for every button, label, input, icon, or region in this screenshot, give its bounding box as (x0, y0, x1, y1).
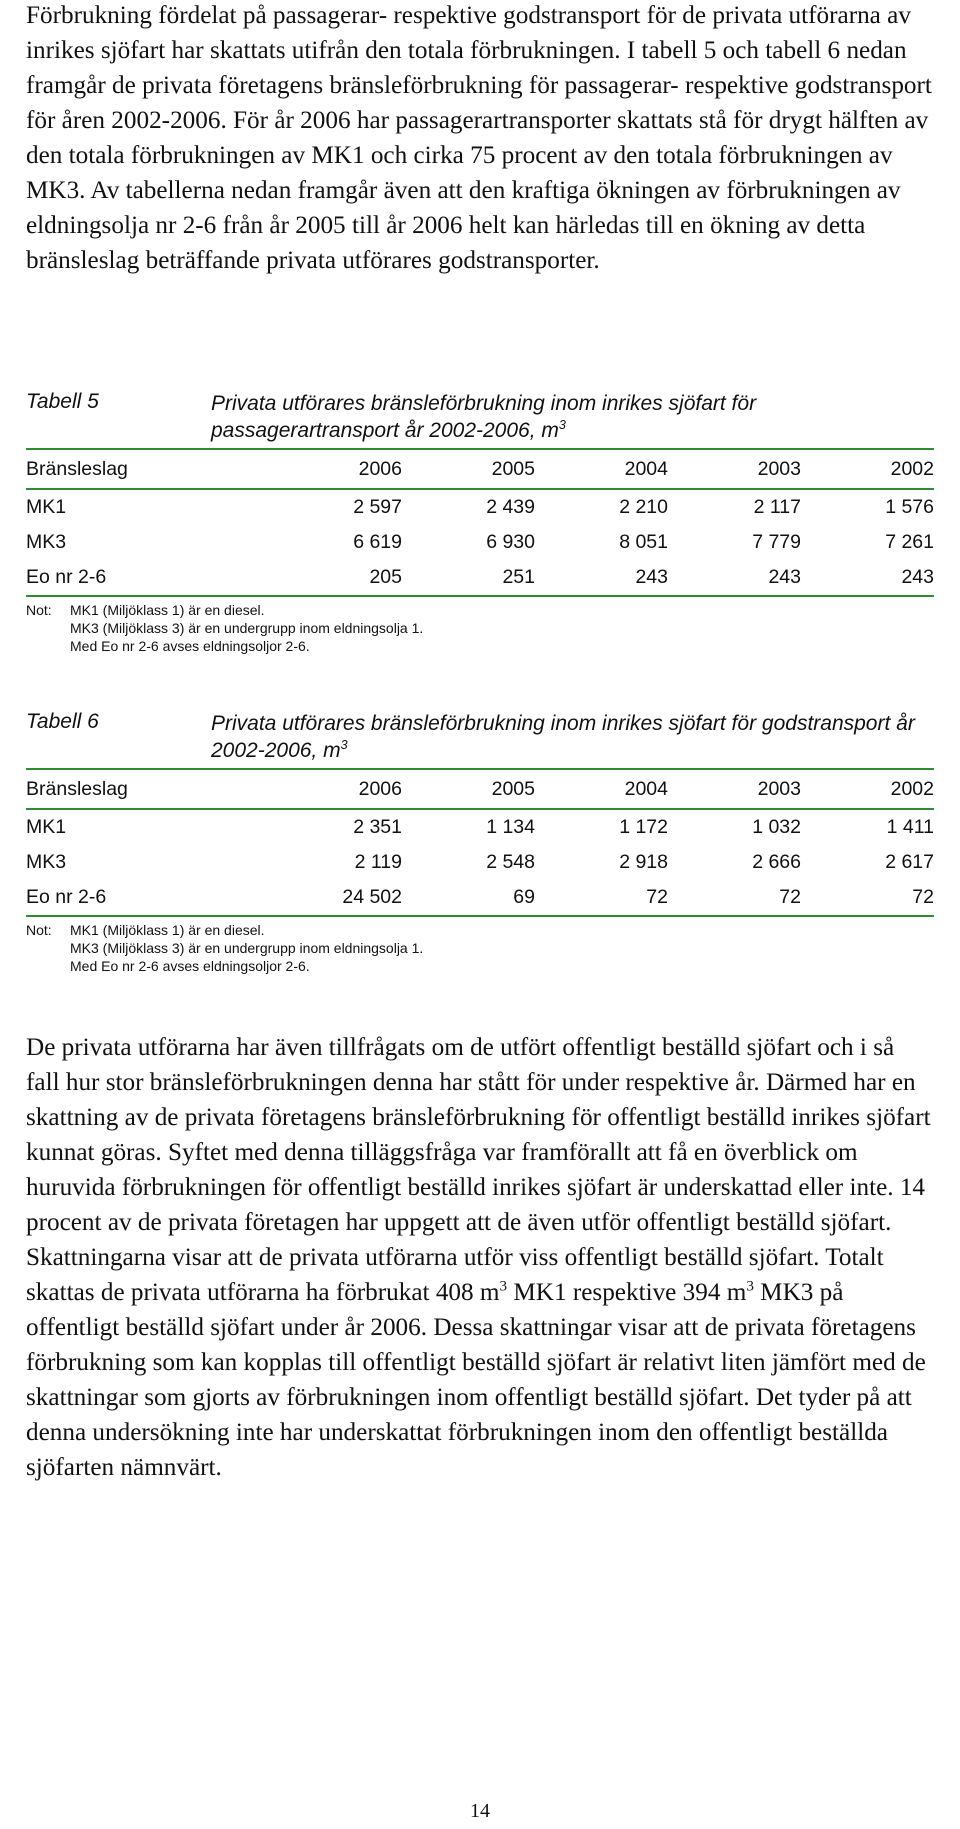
table-cell: 243 (768, 566, 801, 588)
table-row (26, 880, 934, 915)
column-header: Bränsleslag (26, 457, 128, 480)
table-cell: 8 051 (619, 531, 668, 553)
table-cell: 243 (901, 566, 934, 588)
note-line: MK3 (Miljöklass 3) är en undergrupp inom eldningsolja 1. (70, 620, 424, 636)
table-cell: 2 351 (353, 816, 402, 838)
table-cell: 1 032 (752, 816, 801, 838)
table-cell: 2 617 (885, 851, 934, 873)
table-cell: 24 502 (342, 886, 402, 908)
table-cell: 2 918 (619, 851, 668, 873)
note-line: Med Eo nr 2-6 avses eldningsoljor 2-6. (70, 958, 310, 974)
table-row (26, 490, 934, 525)
table-6 (26, 706, 934, 975)
notes-label: Not: (26, 602, 52, 618)
intro-paragraph: Förbrukning fördelat på passagerar- respektive godstransport för de privata utförarna av inrikes sjöfart har skattats utifrån den totala förbrukningen. I tabell 5 och tabell 6 nedan framgår de privata företagens bränsleförbrukning för passagerar- respektive godstransport för åren 2002-2006. För år 2006 har passagerartransporter skattats stå för drygt hälften av den totala förbrukningen av MK1 och cirka 75 procent av den totala förbrukningen av MK3. Av tabellerna nedan framgår även att den kraftiga ökningen av förbrukningen av eldningsolja nr 2-6 från år 2005 till år 2006 helt kan härledas till en ökning av detta bränsleslag beträffande privata utförares godstransporter. (26, 2, 932, 274)
table-6-column-headers (26, 770, 934, 808)
table-6-label: Tabell 6 (26, 710, 99, 733)
table-cell: MK1 (26, 816, 67, 838)
column-header: 2005 (491, 457, 535, 480)
table-cell: 1 576 (885, 496, 934, 518)
table-cell: 72 (912, 886, 934, 908)
table-cell: 69 (513, 886, 535, 908)
table-cell: 2 119 (354, 851, 402, 873)
table-5-bottom-rule (26, 595, 934, 597)
table-cell: 2 210 (619, 496, 668, 518)
table-5-notes (26, 601, 934, 655)
table-row (26, 525, 934, 560)
closing-paragraph: De privata utförarna har även tillfrågats om de utfört offentligt beställd sjöfart och i så fall hur stor bränsleförbrukningen denna har stått för under respektive år. Därmed har en skattning av de privata företagens bränsleförbrukning för offentligt beställd inrikes sjöfart kunnat göras. Syftet med denna tilläggsfråga var framförallt att få en överblick om huruvida förbrukningen för offentligt beställd inrikes sjöfart är underskattad eller inte. 14 procent av de privata företagen har uppgett att de även utför offentligt beställd sjöfart. Skattningarna visar att de privata utförarna utför viss offentligt beställd sjöfart. Totalt skattas de privata utförarna ha förbrukat 408 $m^3$ MK1 respektive 394 $m^3$ MK3 på offentligt beställd sjöfart under år 2006. Dessa skattningar visar att de privata företagens förbrukning som kan kopplas till offentligt beställd sjöfart är relativt liten jämfört med de skattningar som gjorts av förbrukningen inom offentligt beställd sjöfart. Det tyder på att denna undersökning inte har underskattat förbrukningen inom den offentligt beställda sjöfarten nämnvärt. (26, 1034, 931, 1481)
table-cell: 6 930 (486, 531, 535, 553)
table-cell: 205 (369, 566, 402, 588)
table-cell: 72 (646, 886, 668, 908)
table-6-title: Privata utförares bränsleförbrukning inom inrikes sjöfart för godstransport år 2002-2006, $m^3$ (211, 712, 915, 762)
table-cell: MK1 (26, 496, 67, 518)
table-cell: 6 619 (353, 531, 402, 553)
note-line: Med Eo nr 2-6 avses eldningsoljor 2-6. (70, 638, 310, 654)
table-cell: 7 261 (885, 531, 934, 553)
table-cell: 72 (779, 886, 801, 908)
column-header: 2002 (890, 457, 934, 480)
table-cell: 2 666 (752, 851, 801, 873)
table-cell: 1 411 (886, 816, 934, 838)
table-5-column-headers (26, 450, 934, 488)
column-header: 2003 (757, 777, 801, 800)
table-cell: Eo nr 2-6 (26, 886, 107, 908)
table-cell: 7 779 (752, 531, 801, 553)
column-header: 2006 (358, 457, 402, 480)
note-line: MK3 (Miljöklass 3) är en undergrupp inom eldningsolja 1. (70, 940, 424, 956)
table-row (26, 845, 934, 880)
table-cell: 243 (635, 566, 668, 588)
table-cell: 1 134 (486, 816, 535, 838)
column-header: Bränsleslag (26, 777, 128, 800)
page-number: 14 (470, 1800, 490, 1822)
note-line: MK1 (Miljöklass 1) är en diesel. (70, 922, 265, 938)
column-header: 2005 (491, 777, 535, 800)
notes-label: Not: (26, 922, 52, 938)
column-header: 2004 (624, 457, 668, 480)
table-cell: 2 597 (353, 496, 402, 518)
table-cell: MK3 (26, 851, 67, 873)
table-5-title: Privata utförares bränsleförbrukning inom inrikes sjöfart för passagerartransport år 2002-2006, $m^3$ (211, 392, 757, 442)
table-5-label: Tabell 5 (26, 390, 99, 413)
table-6-bottom-rule (26, 915, 934, 917)
table-6-header (26, 706, 934, 768)
table-row (26, 560, 934, 595)
column-header: 2002 (890, 777, 934, 800)
table-cell: 2 439 (486, 496, 535, 518)
column-header: 2006 (358, 777, 402, 800)
table-cell: 2 117 (753, 496, 801, 518)
note-line: MK1 (Miljöklass 1) är en diesel. (70, 602, 265, 618)
table-cell: 1 172 (619, 816, 668, 838)
table-cell: 251 (502, 566, 535, 588)
table-cell: Eo nr 2-6 (26, 566, 107, 588)
table-6-notes (26, 921, 934, 975)
table-5 (26, 386, 934, 655)
column-header: 2003 (757, 457, 801, 480)
table-cell: 2 548 (486, 851, 535, 873)
table-5-header (26, 386, 934, 448)
table-row (26, 810, 934, 845)
table-cell: MK3 (26, 531, 67, 553)
column-header: 2004 (624, 777, 668, 800)
